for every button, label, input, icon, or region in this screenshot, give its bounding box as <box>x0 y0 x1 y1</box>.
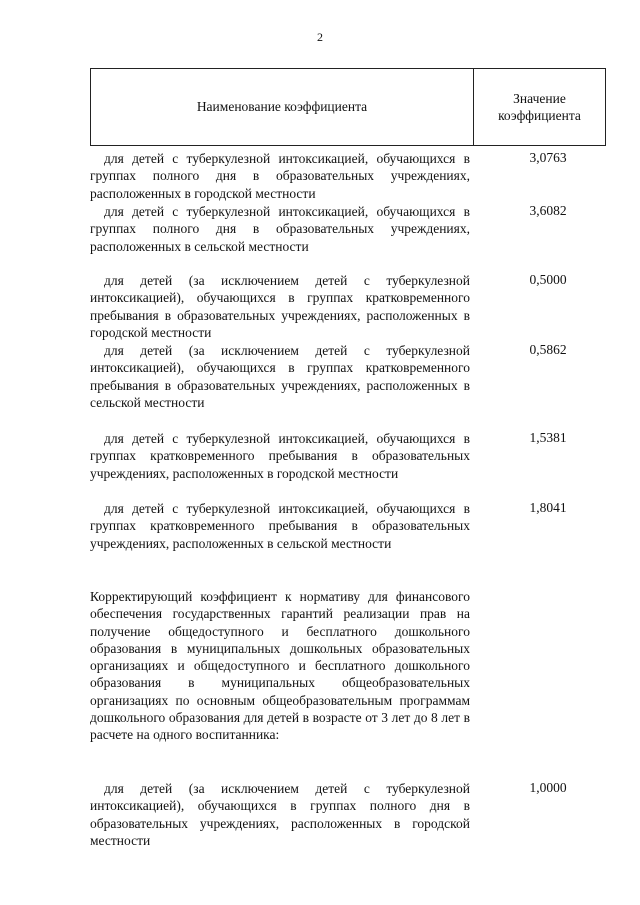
row-text: для детей (за исключением детей с туберкулезной интоксикацией), обучающихся в группах полного дня в образовательных учреждениях, расположенных в городской местности <box>90 781 470 848</box>
table-header <box>90 68 606 146</box>
row-value: 0,5000 <box>529 272 567 287</box>
row-value: 0,5862 <box>529 342 567 357</box>
header-value-line2: коэффициента <box>498 108 581 123</box>
row-text: для детей с туберкулезной интоксикацией, обучающихся в группах кратковременного пребывания в образовательных учреждениях, расположенных в городской местности <box>90 431 470 481</box>
row-text: Корректирующий коэффициент к нормативу для финансового обеспечения государственных гарантий реализации прав на получение общедоступного и бесплатного дошкольного образования в муниципальных дошкольных образовательных организациях и общедоступного и бесплатного дошкольного образования в муниципальных общеобразовательных организациях по основным общеобразовательным программам дошкольного образования для детей в возрасте от 3 лет до 8 лет в расчете на одного воспитанника: <box>90 589 470 743</box>
row-value: 1,5381 <box>529 430 567 445</box>
row-value: 1,8041 <box>529 500 567 515</box>
header-value-line1: Значение <box>513 91 566 106</box>
row-text: для детей с туберкулезной интоксикацией, обучающихся в группах полного дня в образовательных учреждениях, расположенных в городской местности <box>90 151 470 201</box>
header-coefficient-value <box>474 69 605 145</box>
row-text: для детей (за исключением детей с туберкулезной интоксикацией), обучающихся в группах кратковременного пребывания в образовательных учреждениях, расположенных в городской местности <box>90 273 470 340</box>
row-text: для детей с туберкулезной интоксикацией, обучающихся в группах кратковременного пребывания в образовательных учреждениях, расположенных в сельской местности <box>90 501 470 551</box>
row-value: 1,0000 <box>529 780 567 795</box>
row-value: 3,0763 <box>529 150 567 165</box>
row-text: для детей (за исключением детей с туберкулезной интоксикацией), обучающихся в группах кратковременного пребывания в образовательных учреждениях, расположенных в сельской местности <box>90 343 470 410</box>
row-text: для детей с туберкулезной интоксикацией, обучающихся в группах полного дня в образовательных учреждениях, расположенных в сельской местности <box>90 204 470 254</box>
page-number: 2 <box>317 30 323 44</box>
row-value: 3,6082 <box>529 203 567 218</box>
header-coefficient-name: Наименование коэффициента <box>91 69 474 145</box>
